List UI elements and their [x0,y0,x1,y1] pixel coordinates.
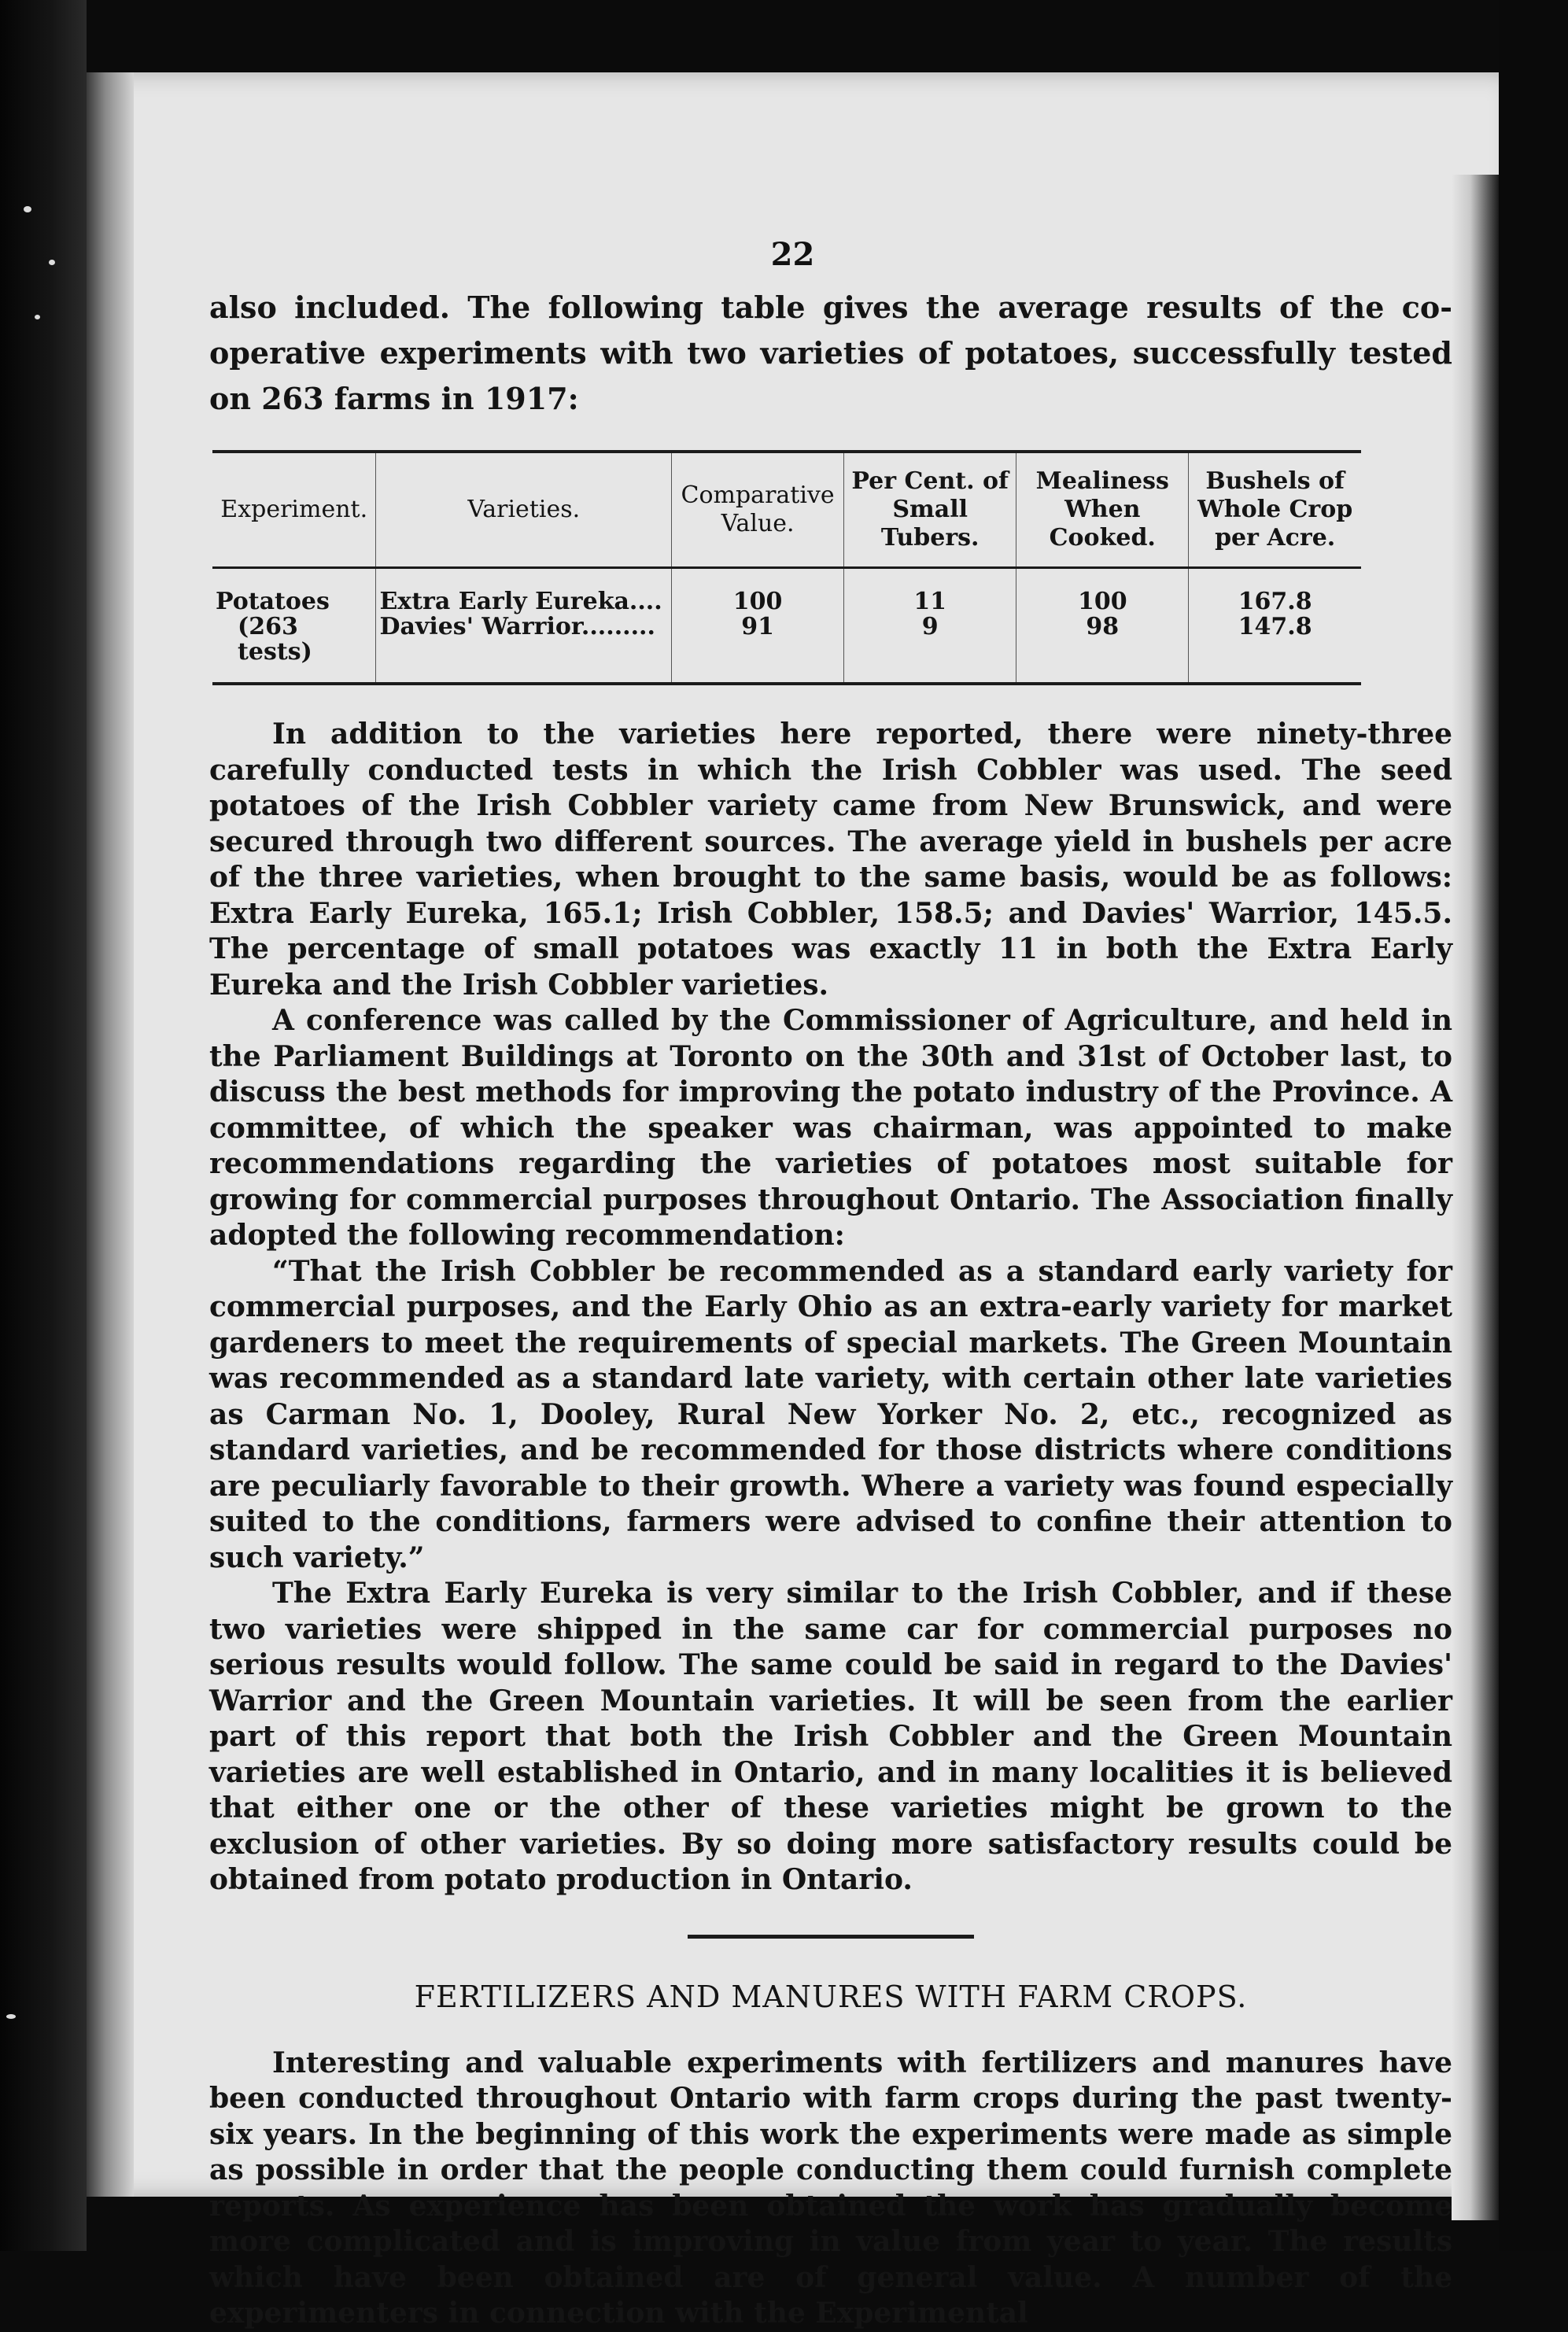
section-heading: FERTILIZERS AND MANURES WITH FARM CROPS. [414,1979,1248,2014]
value-small-tubers: 9 [921,613,939,640]
value-bushels: 147.8 [1238,613,1312,640]
body-paragraph: In addition to the varieties here reported, there were ninety-three carefully conducted tests in which the Irish Cobbler was used. The seed potatoes of the Irish Cobbler variety came from New Brunswick, and were secured through two different sources. The average yield in bushels per acre of the three varieties, when brought to the same basis, would be as follows: Extra Early Eureka, 165.1; Irish Cobbler, 158.5; and Davies' Warrior, 145.5. The percentage of small potatoes was exactly 11 in both the Extra Early Eureka and the Irish Cobbler varieties. [209,718,1452,1002]
potato-results-table [212,450,1361,685]
page-content [209,285,1452,2332]
cell-experiment [212,568,376,684]
value-mealiness: 98 [1086,613,1120,640]
header-experiment: Experiment. [212,452,376,568]
header-mealiness: Mealiness When Cooked. [1016,452,1189,568]
scan-speck [49,260,55,265]
value-bushels: 167.8 [1238,588,1312,615]
experiment-tests: (263 tests) [238,613,312,666]
variety-name: Extra Early Eureka.... [379,588,662,615]
cell-small-tubers [844,568,1016,684]
section-divider [688,1935,974,1939]
document-page [87,72,1499,2330]
scan-speck [24,206,31,212]
cell-varieties [376,568,672,684]
page-binding-shadow [87,72,134,2197]
scan-speck [35,315,40,319]
quoted-recommendation: “That the Irish Cobbler be recommended as a standard early variety for commercial purposes, and the Early Ohio as an extra-early variety for market gardeners to meet the requirements of special markets. The Green Mountain was recommended as a standard late variety, with certain other late varieties as Carman No. 1, Dooley, Rural New Yorker No. 2, etc., recognized as standard varieties, and be recommended for those districts where conditions are peculiarly favorable to their growth. Where a variety was found especially suited to the conditions, farmers were advised to confine their attention to such variety.” [209,1254,1452,1574]
value-small-tubers: 11 [913,588,947,615]
intro-paragraph: also included. The following table gives the average results of the co-operative experiments with two varieties of potatoes, successfully tested on 263 farms in 1917: [209,290,1452,416]
cell-mealiness [1016,568,1189,684]
body-paragraph: The Extra Early Eureka is very similar to the Irish Cobbler, and if these two varieties were shipped in the same car for commercial purposes no serious results would follow. The same could be said in regard to the Davies' Warrior and the Green Mountain varieties. It will be seen from the earlier part of this report that both the Irish Cobbler and the Green Mountain varieties are well established in Ontario, and in many localities it is believed that either one or the other of these varieties might be grown to the exclusion of other varieties. By so doing more satisfactory results could be obtained from potato production in Ontario. [209,1577,1452,1896]
scan-right-margin [1499,0,1568,2251]
body-text [209,717,1452,1898]
section-paragraph: Interesting and valuable experiments with fertilizers and manures have been conducted throughout Ontario with farm crops during the past twenty-six years. In the beginning of this work the experiments were made as simple as possible in order that the people conducting them could furnish complete reports. As experience has been obtained the work has gradually become more complicated and is improving in value from year to year. The results which have been obtained are of general value. A number of the experimenters in connection with the Experimental [209,2046,1452,2330]
scan-left-margin [0,0,87,2251]
value-mealiness: 100 [1077,588,1127,615]
cell-comparative-value [672,568,844,684]
variety-name: Davies' Warrior......... [379,613,655,640]
value-comparative: 91 [741,613,774,640]
header-small-tubers: Per Cent. of Small Tubers. [844,452,1016,568]
experiment-name: Potatoes [216,588,330,615]
cell-bushels [1189,568,1361,684]
header-varieties: Varieties. [376,452,672,568]
scan-speck [6,2014,16,2019]
body-paragraph: A conference was called by the Commissioner of Agriculture, and held in the Parliament Buildings at Toronto on the 30th and 31st of October last, to discuss the best methods for improving the potato industry of the Province. A committee, of which the speaker was chairman, was appointed to make recommendations regarding the varieties of potatoes most suitable for growing for commercial purposes throughout Ontario. The Association finally adopted the following recommendation: [209,1004,1452,1252]
header-comparative-value: Comparative Value. [672,452,844,568]
page-number: 22 [770,236,815,273]
section-body [209,2046,1452,2332]
header-bushels: Bushels of Whole Crop per Acre. [1189,452,1361,568]
page-right-edge [1452,175,1499,2220]
table-row [212,568,1361,684]
table-header-row [212,452,1361,568]
value-comparative: 100 [732,588,783,615]
